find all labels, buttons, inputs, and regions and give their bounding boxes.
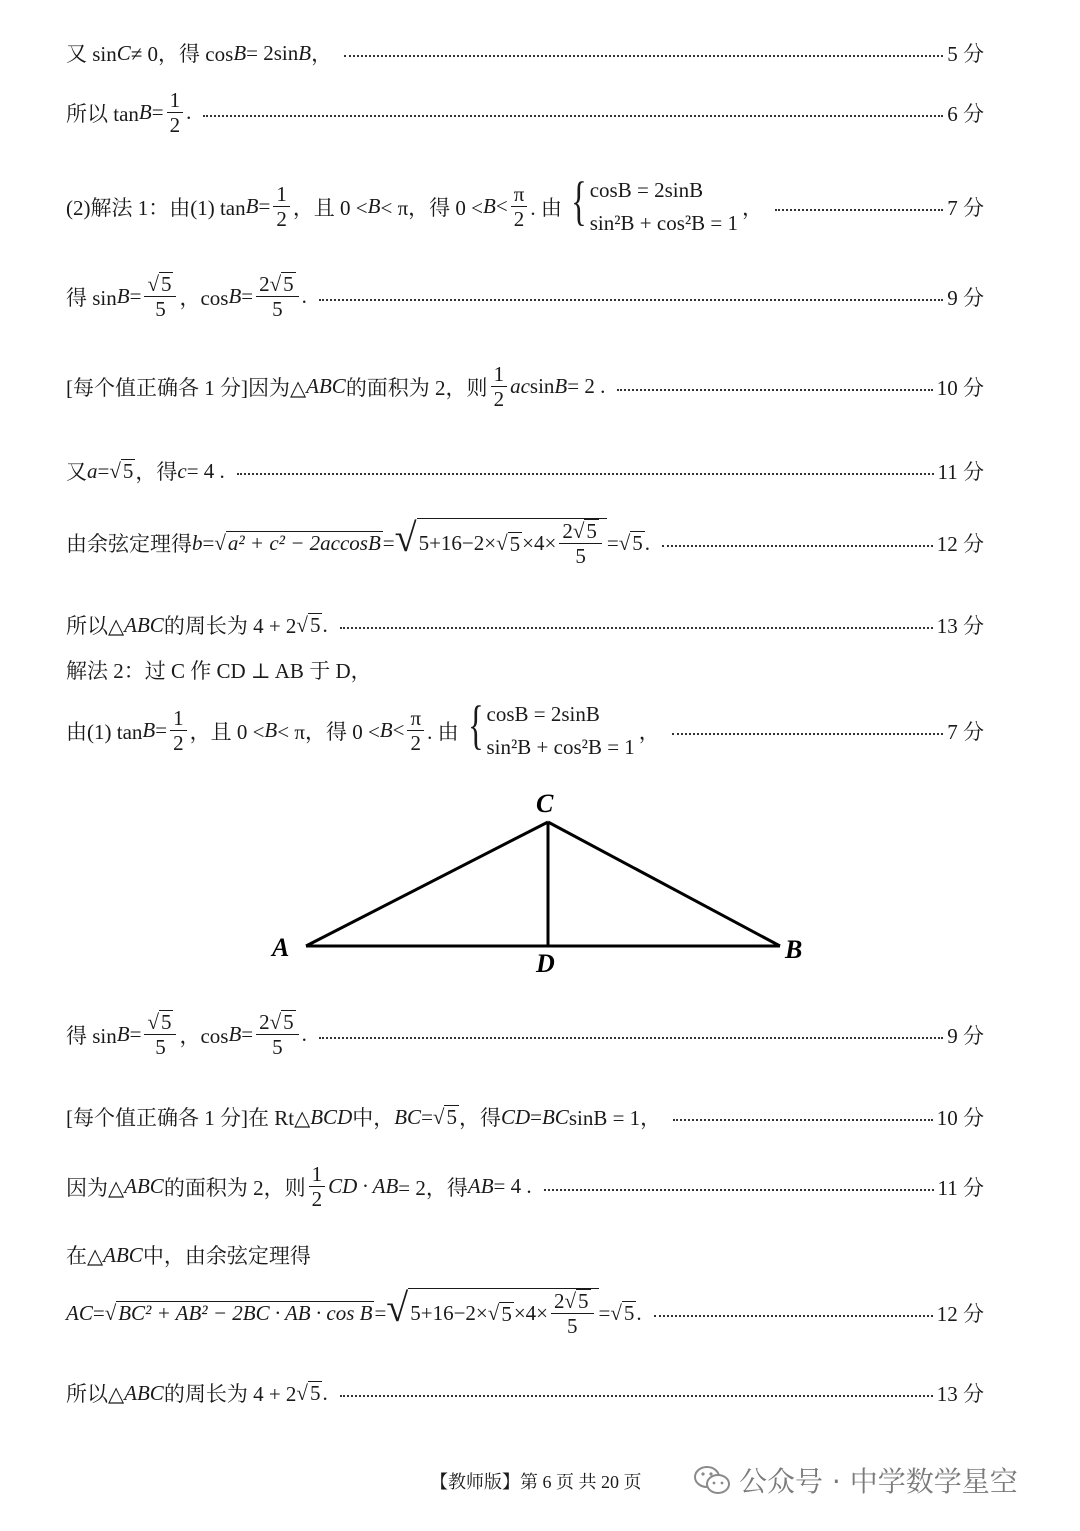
solution-line [66, 655, 984, 685]
text: [每个值正确各 1 分]在 Rt△ [66, 1106, 311, 1130]
dot-leader [544, 1189, 934, 1191]
fraction [309, 1162, 326, 1211]
text: 解法 2：过 C 作 CD ⊥ AB 于 D， [66, 659, 372, 683]
text: 的周长为 4 + 2 [163, 614, 297, 638]
solution-line [66, 272, 984, 321]
text: . 由 [427, 719, 459, 744]
radicand: 5 [578, 1289, 589, 1313]
sqrt: √ 5 [432, 1104, 457, 1129]
score-label: 9 分 [947, 1023, 984, 1048]
radicand: 5 [122, 458, 134, 483]
var: AC [66, 1300, 93, 1325]
system-row: sin²B + cos²B = 1 [486, 734, 635, 759]
sqrt: √ 5 [618, 530, 643, 555]
score-label: 13 分 [936, 1382, 984, 1406]
denominator: 2 [513, 207, 525, 232]
dot-leader [673, 1119, 933, 1121]
text: = 2sin [246, 40, 299, 65]
dot-leader [617, 389, 932, 391]
text: . [301, 1022, 307, 1047]
text: 因为△ [66, 1175, 125, 1200]
text: = 2，得 [398, 1175, 468, 1200]
text: = [606, 530, 619, 555]
page-footer [0, 1466, 1080, 1496]
numerator: 1 [309, 1162, 326, 1187]
var: ac [510, 374, 530, 399]
text: = [155, 718, 168, 743]
fraction [511, 182, 528, 231]
denominator: 5 [575, 544, 586, 569]
dot-leader [344, 55, 943, 57]
triangle-diagram [270, 790, 830, 980]
text: 得 sin [66, 1023, 117, 1048]
text: = [97, 458, 110, 483]
page-number: 【教师版】第 6 页 共 20 页 [430, 1472, 642, 1492]
text: 5+16−2× [410, 1301, 488, 1326]
watermark-text: 公众号 · 中学数学星空 [739, 1465, 1018, 1498]
text: = [129, 1022, 142, 1047]
side-cb [548, 822, 780, 946]
solution-line [66, 610, 984, 640]
sqrt: √ 5 [147, 1010, 172, 1034]
text: 所以△ [66, 1382, 125, 1406]
text: = [258, 194, 271, 219]
sqrt: √ 5 [147, 272, 172, 296]
radicand: 5 [501, 1301, 512, 1326]
sqrt: √ 5 [496, 530, 521, 556]
var: B [264, 718, 278, 743]
score-label: 12 分 [936, 532, 984, 557]
sqrt: √ 5 [109, 458, 134, 483]
text: 所以△ [66, 614, 125, 638]
sqrt: √ 5+16−2× √ 5 ×4× 2 √ 5 5 [395, 518, 607, 568]
score-label: 10 分 [936, 1106, 984, 1130]
var: B [367, 194, 381, 219]
score-label: 13 分 [936, 614, 984, 638]
var: B [554, 374, 568, 399]
var: B [228, 284, 242, 309]
brace-symbol: { [467, 695, 484, 755]
text: ，cos [179, 285, 229, 310]
wechat-icon [693, 1464, 731, 1496]
text: [每个值正确各 1 分]因为△ [66, 375, 307, 400]
text: = [241, 284, 254, 309]
side-ac [306, 822, 548, 946]
solution-line [66, 171, 984, 239]
text: 的面积为 2，则 [163, 1175, 306, 1200]
fraction [273, 182, 290, 231]
radicand: 5 [283, 272, 294, 296]
solution-line [66, 362, 984, 411]
sqrt: √ 5+16−2× √ 5 ×4× 2 √ 5 5 [386, 1288, 598, 1338]
text: = [202, 530, 215, 555]
denominator: 5 [567, 1314, 578, 1339]
sqrt: √ 5 [296, 1380, 321, 1405]
fraction [256, 272, 299, 321]
triangle-figure [270, 790, 830, 985]
score-label: 7 分 [947, 195, 984, 220]
var: b [192, 530, 203, 555]
dot-leader [203, 115, 943, 117]
equation-system [566, 171, 739, 239]
solution-line [66, 1162, 984, 1211]
coefficient: 2 [259, 272, 270, 296]
score-label: 12 分 [936, 1302, 984, 1327]
score-label: 9 分 [947, 285, 984, 310]
solution-line [66, 1378, 984, 1408]
radicand: 5 [632, 530, 643, 555]
radicand: 5 [309, 612, 321, 637]
numerator: 1 [273, 182, 290, 207]
score-label: 6 分 [947, 101, 984, 126]
text: 由余弦定理得 [66, 532, 192, 557]
denominator: 2 [173, 731, 184, 756]
text: = [598, 1300, 611, 1325]
solution-line [66, 695, 984, 763]
var: B [142, 718, 156, 743]
text: . [322, 612, 328, 637]
coefficient: 2 [259, 1010, 270, 1034]
solution-line [66, 38, 984, 68]
fraction [170, 706, 187, 755]
text: ×4× [522, 531, 557, 556]
numerator: 1 [170, 706, 187, 731]
fraction [256, 1010, 299, 1059]
radicand: 5 [586, 519, 597, 543]
dot-leader [340, 1395, 933, 1397]
text: ，cos [179, 1023, 229, 1048]
text: ，且 0 < [292, 195, 368, 220]
radicand: a² + c² − 2accosB [227, 530, 381, 555]
denominator: 5 [155, 1035, 166, 1060]
text: . [322, 1380, 328, 1405]
denominator: 5 [272, 1035, 283, 1060]
var: B [298, 40, 312, 65]
var: c [177, 458, 187, 483]
fraction [551, 1289, 594, 1338]
score-label: 5 分 [947, 42, 984, 66]
var: B [228, 1022, 242, 1047]
var: ABC [124, 1174, 164, 1199]
text: ≠ 0，得 cos [130, 42, 234, 66]
numerator: π [407, 706, 424, 731]
text: ， [638, 719, 660, 744]
var: BC [541, 1104, 569, 1129]
solution-line [66, 88, 984, 137]
var: B [233, 40, 247, 65]
text: = [382, 530, 395, 555]
text: < [495, 194, 508, 219]
radicand: 5 [160, 272, 172, 296]
var: a [87, 458, 98, 483]
text: 在△ [66, 1244, 104, 1268]
text: . [301, 284, 307, 309]
var: ABC [306, 374, 346, 399]
var: B [379, 718, 393, 743]
text: < π，得 0 < [380, 195, 484, 220]
sqrt: √ BC² + AB² − 2BC · AB · cos B [104, 1300, 373, 1325]
text: = [530, 1104, 542, 1129]
text: = [241, 1022, 254, 1047]
system-row: sin²B + cos²B = 1 [589, 210, 739, 235]
equation-system [463, 695, 635, 763]
var: BCD [310, 1104, 353, 1129]
text: = [129, 284, 142, 309]
text: = [421, 1104, 433, 1129]
numerator: 1 [167, 88, 184, 113]
score-label: 10 分 [936, 375, 984, 400]
dot-leader [654, 1315, 933, 1317]
text: ×4× [513, 1301, 548, 1326]
fraction [491, 362, 508, 411]
text: 又 [66, 460, 87, 484]
numerator: π [511, 182, 528, 207]
sqrt: √ 5 [564, 1289, 589, 1313]
text: < π，得 0 < [277, 719, 380, 744]
var: BC [394, 1104, 422, 1129]
var: B [245, 194, 259, 219]
var: C [116, 40, 131, 65]
solution-line [66, 1102, 984, 1132]
fraction [144, 1010, 176, 1059]
sqrt: √ 5 [269, 272, 294, 296]
sqrt: √ a² + c² − 2accosB [214, 530, 381, 555]
denominator: 5 [272, 297, 283, 322]
text: ，得 [458, 1106, 501, 1130]
solution-line [66, 515, 984, 569]
text: 5+16−2× [418, 531, 497, 556]
solution-line [66, 1240, 984, 1270]
label-a: A [272, 933, 290, 962]
solution-line [66, 456, 984, 486]
var: CD · AB [328, 1174, 399, 1199]
text: = 4 . [186, 458, 225, 483]
denominator: 2 [311, 1187, 323, 1212]
text: = 4 . [493, 1174, 532, 1199]
system-row: cosB = 2sinB [486, 702, 600, 726]
denominator: 5 [155, 297, 166, 322]
text: ， [311, 42, 333, 66]
var: CD [500, 1104, 531, 1129]
solution-line [66, 1285, 984, 1339]
dot-leader [672, 733, 943, 735]
text: ，得 [135, 460, 178, 484]
text: sinB = 1， [568, 1106, 662, 1130]
dot-leader [319, 1037, 943, 1039]
var: AB [467, 1174, 494, 1199]
var: B [116, 284, 130, 309]
text: . [636, 1300, 642, 1325]
dot-leader [237, 473, 934, 475]
sqrt: √ 5 [487, 1300, 512, 1326]
text: 中，由余弦定理得 [142, 1244, 311, 1268]
radicand: BC² + AB² − 2BC · AB · cos B [118, 1300, 373, 1325]
var: ABC [103, 1242, 143, 1267]
radicand: 5 [309, 1380, 321, 1405]
text: 的面积为 2，则 [345, 375, 488, 400]
var: B [116, 1022, 130, 1047]
text: = [151, 100, 164, 125]
text: 由(1) tan [66, 719, 143, 744]
var: ABC [124, 612, 164, 637]
text: 所以 tan [66, 101, 139, 126]
denominator: 2 [169, 113, 181, 138]
sqrt: √ 5 [296, 612, 321, 637]
text: = [92, 1300, 105, 1325]
dot-leader [319, 299, 943, 301]
radicand: 5 [160, 1010, 172, 1034]
radicand: 5 [446, 1104, 457, 1129]
text: (2)解法 1：由(1) tan [66, 195, 246, 220]
text: . [644, 530, 650, 555]
solution-line [66, 1010, 984, 1059]
label-c: C [536, 790, 554, 818]
coefficient: 2 [554, 1289, 565, 1313]
label-b: B [785, 935, 803, 964]
text: < [392, 718, 405, 743]
brace-symbol: { [570, 171, 587, 231]
denominator: 2 [276, 207, 287, 232]
score-label: 7 分 [947, 719, 984, 744]
text: . 由 [530, 195, 562, 220]
fraction [144, 272, 176, 321]
text: 又 sin [66, 42, 117, 66]
text: = 2 . [567, 374, 606, 399]
denominator: 2 [410, 731, 422, 756]
coefficient: 2 [562, 519, 573, 543]
var: B [138, 100, 152, 125]
fraction [559, 519, 602, 568]
text: 的周长为 4 + 2 [163, 1382, 297, 1406]
radicand: 5 [283, 1010, 294, 1034]
text: 中， [352, 1106, 395, 1130]
denominator: 2 [493, 387, 505, 412]
sqrt: √ 5 [610, 1300, 635, 1325]
text: ， [742, 195, 764, 220]
text: 得 sin [66, 285, 117, 310]
dot-leader [775, 209, 943, 211]
dot-leader [662, 545, 933, 547]
fraction [167, 88, 184, 137]
watermark [693, 1460, 1018, 1500]
radicand: 5 [623, 1300, 635, 1325]
fraction [407, 706, 424, 755]
score-label: 11 分 [937, 460, 984, 484]
label-d: D [536, 949, 555, 978]
text: = [374, 1300, 387, 1325]
sqrt: √ 5 [269, 1010, 294, 1034]
text: sin [529, 374, 555, 399]
numerator: 1 [491, 362, 508, 387]
var: B [483, 194, 496, 219]
radicand: 5 [509, 531, 521, 556]
system-row: cosB = 2sinB [589, 178, 704, 202]
score-label: 11 分 [937, 1175, 984, 1200]
dot-leader [340, 627, 933, 629]
text: . [186, 100, 192, 125]
var: ABC [124, 1380, 164, 1405]
text: ，且 0 < [189, 719, 265, 744]
sqrt: √ 5 [572, 519, 597, 543]
